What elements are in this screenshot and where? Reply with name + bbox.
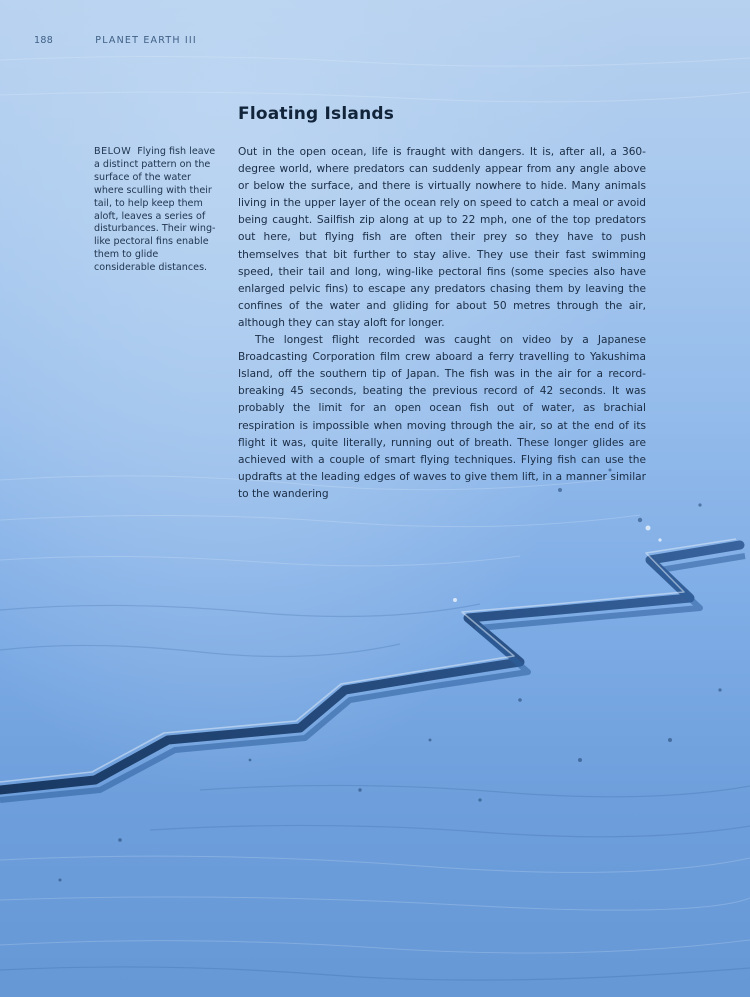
- paragraph: Out in the open ocean, life is fraught with dangers. It is, after all, a 360-degree world, where predators can suddenly appear from any angle above or below the surface, and there is virtually nowhere to hide. Many animals living in the upper layer of the ocean rely on speed to catch a meal or avoid being caught. Sailfish zip along at up to 22 mph, one of the top predators out here, but flying fish are often their prey so they have to push themselves that bit further to stay alive. They use their fast swimming speed, their tail and long, wing-like pectoral fins (some species also have enlarged pelvic fins) to escape any predators chasing them by leaving the confines of the water and gliding for about 50 metres through the air, although they can stay aloft for longer.: [238, 146, 646, 329]
- section-title: Floating Islands: [238, 104, 395, 124]
- water-droplets: [59, 469, 722, 882]
- photo-caption: [94, 146, 216, 275]
- book-title: PLANET EARTH III: [95, 35, 197, 46]
- caption-label: BELOW: [94, 146, 132, 157]
- surface-ripples-dark: [0, 604, 750, 980]
- page-number: 188: [34, 35, 54, 46]
- paragraph: The longest flight recorded was caught on video by a Japanese Broadcasting Corporation film crew aboard a ferry travelling to Yakushima Island, off the southern tip of Japan. The fish was in the air for a record-breaking 45 seconds, beating the previous record of 42 seconds. It was probably the limit for an open ocean fish out of water, as brachial respiration is impossible when moving through the air, so at the end of its flight it was, quite literally, running out of breath. These longer glides are achieved with a couple of smart flying techniques. Flying fish can use the updrafts at the leading edges of waves to give them lift, in a manner similar to the wandering: [238, 334, 646, 500]
- article-body: [238, 144, 646, 503]
- caption-text: Flying fish leave a distinct pattern on the surface of the water where sculling with their tail, to help keep them aloft, leaves a series of disturbances. Their wing-like pectoral fins enable them to glide considerable distances.: [94, 146, 216, 274]
- running-head: [34, 35, 197, 46]
- splash-highlights: [453, 526, 662, 603]
- flying-fish-wake-trail: [0, 539, 745, 800]
